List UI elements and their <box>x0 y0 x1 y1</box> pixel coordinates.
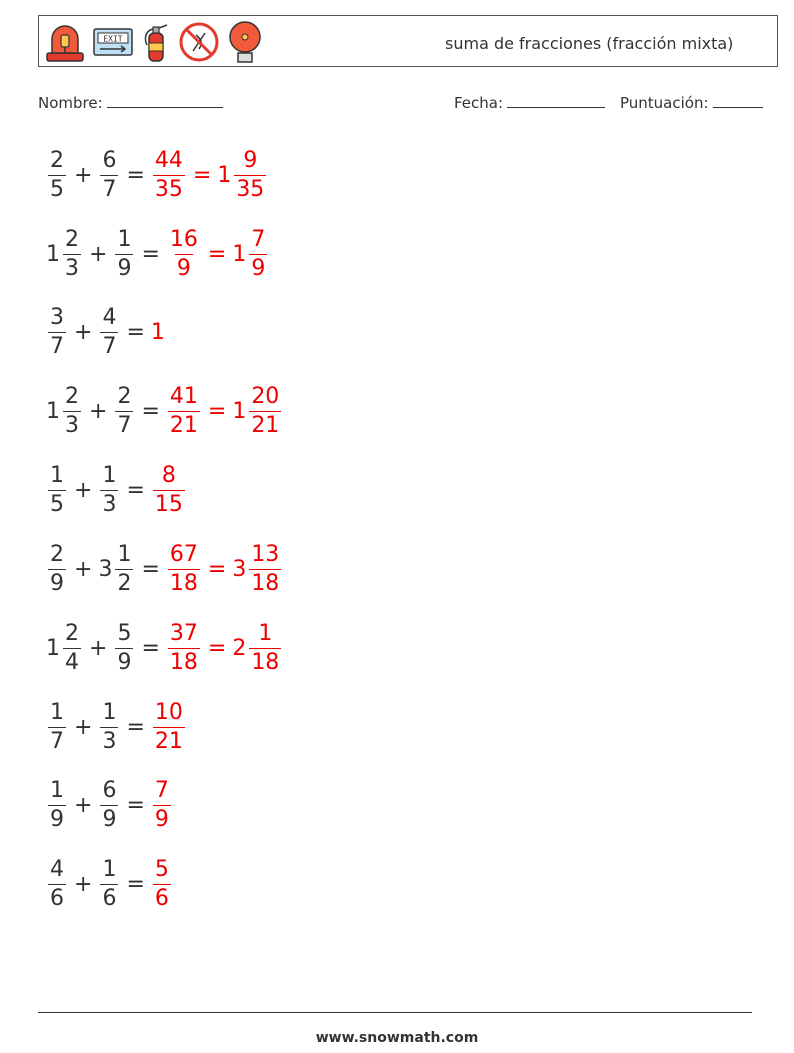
equals-sign: = <box>141 635 160 661</box>
operand-a-whole: 1 <box>46 241 60 267</box>
answer-improper-denominator: 18 <box>169 570 198 596</box>
operand-b-numerator: 1 <box>102 856 117 882</box>
operand-a <box>46 383 83 438</box>
equals-sign: = <box>126 477 145 503</box>
answer-mixed <box>232 620 283 675</box>
operand-b <box>98 147 120 202</box>
plus-sign: + <box>74 477 93 503</box>
score-label: Puntuación: <box>620 94 709 112</box>
operand-b <box>98 777 120 832</box>
answer-mixed-denominator: 21 <box>251 412 280 438</box>
operand-b <box>98 304 120 359</box>
plus-sign: + <box>74 871 93 897</box>
answer-improper <box>151 462 187 517</box>
operand-a-whole: 1 <box>46 635 60 661</box>
operand-b-whole: 3 <box>98 556 113 582</box>
no-fire-icon <box>177 21 221 63</box>
operand-b-denominator: 7 <box>102 176 117 202</box>
operand-a <box>46 541 68 596</box>
answer-improper-denominator: 15 <box>154 491 183 517</box>
answer-improper-fraction <box>168 226 200 281</box>
svg-text:EXIT: EXIT <box>103 34 123 44</box>
operand-a-numerator: 1 <box>50 777 64 803</box>
answer-mixed-whole: 2 <box>232 635 247 661</box>
problem-row <box>46 224 269 284</box>
siren-icon <box>43 21 87 63</box>
operand-a-denominator: 6 <box>50 885 64 911</box>
operand-a-denominator: 9 <box>50 806 64 832</box>
answer-mixed-denominator: 9 <box>251 255 266 281</box>
answer-improper-denominator: 9 <box>154 806 169 832</box>
operand-a <box>46 147 68 202</box>
answer-equals-sign: = <box>207 556 227 582</box>
operand-a <box>46 777 68 832</box>
header-box <box>38 15 778 67</box>
worksheet-title: suma de fracciones (fracción mixta) <box>445 34 734 53</box>
answer-improper-denominator: 21 <box>169 412 198 438</box>
answer-equals-sign: = <box>207 241 227 267</box>
operand-b-denominator: 9 <box>117 255 132 281</box>
answer-improper-denominator: 6 <box>154 885 169 911</box>
operand-b-fraction <box>100 147 118 202</box>
answer-improper-numerator: 10 <box>154 699 183 725</box>
answer-improper-fraction <box>153 856 171 911</box>
answer-mixed <box>232 226 269 281</box>
operand-b-denominator: 3 <box>102 728 117 754</box>
answer-improper <box>151 699 187 754</box>
answer-mixed-fraction <box>249 226 267 281</box>
answer-improper-numerator: 5 <box>154 856 169 882</box>
problem-row <box>46 381 283 441</box>
answer-whole: 1 <box>150 319 165 345</box>
date-label: Fecha: <box>454 94 504 112</box>
operand-a-numerator: 4 <box>50 856 64 882</box>
answer-improper-fraction <box>168 541 200 596</box>
answer-mixed-denominator: 18 <box>251 649 280 675</box>
equals-sign: = <box>126 792 145 818</box>
answer-mixed-whole: 3 <box>232 556 247 582</box>
answer-improper-fraction <box>168 620 200 675</box>
answer-improper-fraction <box>153 777 171 832</box>
equals-sign: = <box>126 871 145 897</box>
plus-sign: + <box>74 792 93 818</box>
operand-a-fraction <box>48 777 66 832</box>
operand-a-numerator: 1 <box>50 462 64 488</box>
answer-mixed-denominator: 18 <box>251 570 280 596</box>
answer-improper-numerator: 7 <box>154 777 169 803</box>
operand-a <box>46 226 83 281</box>
equals-sign: = <box>126 714 145 740</box>
answer-mixed-fraction <box>249 383 281 438</box>
operand-b-denominator: 9 <box>102 806 117 832</box>
answer-mixed <box>217 147 268 202</box>
operand-b-fraction <box>115 541 133 596</box>
answer-improper-numerator: 8 <box>161 462 176 488</box>
answer-improper-fraction <box>153 147 185 202</box>
operand-a-numerator: 2 <box>50 147 64 173</box>
operand-a-fraction <box>63 226 81 281</box>
footer-url: www.snowmath.com <box>315 1030 479 1046</box>
equals-sign: = <box>141 556 160 582</box>
answer-mixed <box>232 541 283 596</box>
answer-improper-denominator: 35 <box>154 176 183 202</box>
operand-a-denominator: 3 <box>65 255 79 281</box>
operand-b <box>98 699 120 754</box>
answer-mixed <box>232 383 283 438</box>
plus-sign: + <box>74 556 93 582</box>
problem-row <box>46 618 283 678</box>
plus-sign: + <box>74 162 93 188</box>
operand-b-numerator: 2 <box>117 383 132 409</box>
answer-improper <box>151 777 173 832</box>
operand-a <box>46 699 68 754</box>
operand-a-denominator: 5 <box>50 491 64 517</box>
answer-improper <box>166 226 202 281</box>
operand-a-numerator: 3 <box>50 304 64 330</box>
operand-b <box>98 856 120 911</box>
operand-a-numerator: 2 <box>65 620 79 646</box>
answer-mixed-numerator: 7 <box>251 226 266 252</box>
operand-a-fraction <box>48 699 66 754</box>
exit-sign-icon <box>91 21 135 63</box>
operand-b-fraction <box>100 462 118 517</box>
plus-sign: + <box>74 319 93 345</box>
name-label: Nombre: <box>38 94 103 112</box>
answer-mixed-whole: 1 <box>232 398 247 424</box>
operand-b-numerator: 4 <box>102 304 117 330</box>
operand-b <box>113 226 135 281</box>
operand-a-denominator: 9 <box>50 570 64 596</box>
operand-b <box>98 462 120 517</box>
answer-mixed-numerator: 1 <box>258 620 273 646</box>
answer-improper-fraction <box>153 462 185 517</box>
operand-b-denominator: 9 <box>117 649 132 675</box>
answer-improper-numerator: 37 <box>169 620 198 646</box>
answer-improper <box>166 620 202 675</box>
operand-a-fraction <box>48 147 66 202</box>
date-field[interactable] <box>454 93 605 112</box>
answer-mixed-fraction <box>249 620 281 675</box>
operand-b-numerator: 1 <box>102 699 117 725</box>
operand-b-fraction <box>100 304 118 359</box>
equals-sign: = <box>126 162 145 188</box>
operand-b-numerator: 6 <box>102 147 117 173</box>
answer-mixed-whole: 1 <box>217 162 232 188</box>
operand-a <box>46 620 83 675</box>
icon-strip <box>43 20 265 64</box>
answer-improper <box>166 541 202 596</box>
problem-row <box>46 145 268 205</box>
operand-b <box>98 541 135 596</box>
problem-row <box>46 854 173 914</box>
answer-improper-fraction <box>153 699 185 754</box>
operand-a-fraction <box>63 620 81 675</box>
operand-b-numerator: 6 <box>102 777 117 803</box>
operand-a-fraction <box>63 383 81 438</box>
operand-a-fraction <box>48 856 66 911</box>
operand-b-denominator: 3 <box>102 491 117 517</box>
operand-b-fraction <box>115 226 133 281</box>
fire-extinguisher-icon <box>139 21 173 63</box>
plus-sign: + <box>89 635 108 661</box>
operand-a-denominator: 5 <box>50 176 64 202</box>
operand-b <box>113 383 135 438</box>
plus-sign: + <box>74 714 93 740</box>
operand-a <box>46 856 68 911</box>
answer-improper <box>151 147 187 202</box>
footer-divider <box>38 1012 752 1013</box>
operand-b <box>113 620 135 675</box>
operand-a-numerator: 1 <box>50 699 64 725</box>
operand-a <box>46 462 68 517</box>
answer-improper-denominator: 9 <box>176 255 191 281</box>
operand-b-numerator: 1 <box>102 462 117 488</box>
operand-a-fraction <box>48 304 66 359</box>
answer-improper <box>166 383 202 438</box>
operand-a-denominator: 4 <box>65 649 79 675</box>
problem-row <box>46 697 187 757</box>
answer-improper-numerator: 67 <box>169 541 198 567</box>
operand-b-fraction <box>100 856 118 911</box>
operand-b-numerator: 1 <box>117 226 132 252</box>
operand-a-denominator: 7 <box>50 728 64 754</box>
operand-b-fraction <box>115 383 133 438</box>
answer-equals-sign: = <box>192 162 212 188</box>
operand-b-numerator: 1 <box>117 541 132 567</box>
operand-b-numerator: 5 <box>117 620 132 646</box>
equals-sign: = <box>141 398 160 424</box>
answer-improper-numerator: 16 <box>169 226 198 252</box>
problem-row <box>46 460 187 520</box>
operand-a-numerator: 2 <box>50 541 64 567</box>
operand-a-fraction <box>48 462 66 517</box>
alarm-bell-icon <box>225 20 265 64</box>
problem-row <box>46 775 173 835</box>
operand-a <box>46 304 68 359</box>
operand-a-numerator: 2 <box>65 226 79 252</box>
answer-improper-denominator: 18 <box>169 649 198 675</box>
answer-mixed-numerator: 13 <box>251 541 280 567</box>
answer-improper <box>151 856 173 911</box>
problem-row <box>46 302 165 362</box>
answer-improper-denominator: 21 <box>154 728 183 754</box>
answer-mixed-fraction <box>249 541 281 596</box>
answer-improper-numerator: 41 <box>169 383 198 409</box>
answer-mixed-numerator: 20 <box>251 383 280 409</box>
equals-sign: = <box>141 241 160 267</box>
operand-b-fraction <box>100 777 118 832</box>
answer-improper-fraction <box>168 383 200 438</box>
answer-mixed-whole: 1 <box>232 241 247 267</box>
answer-mixed-numerator: 9 <box>243 147 258 173</box>
operand-a-numerator: 2 <box>65 383 79 409</box>
equals-sign: = <box>126 319 145 345</box>
name-field[interactable] <box>38 93 223 112</box>
answer-mixed-fraction <box>234 147 266 202</box>
operand-a-fraction <box>48 541 66 596</box>
operand-a-denominator: 3 <box>65 412 79 438</box>
plus-sign: + <box>89 241 108 267</box>
operand-b-denominator: 2 <box>117 570 132 596</box>
operand-b-fraction <box>100 699 118 754</box>
answer-equals-sign: = <box>207 398 227 424</box>
answer-equals-sign: = <box>207 635 227 661</box>
score-blank[interactable] <box>713 93 763 108</box>
operand-b-denominator: 6 <box>102 885 117 911</box>
score-field[interactable] <box>620 93 763 112</box>
date-blank[interactable] <box>507 93 605 108</box>
operand-b-denominator: 7 <box>102 333 117 359</box>
operand-a-denominator: 7 <box>50 333 64 359</box>
operand-b-fraction <box>115 620 133 675</box>
plus-sign: + <box>89 398 108 424</box>
answer-improper-numerator: 44 <box>154 147 183 173</box>
operand-a-whole: 1 <box>46 398 60 424</box>
operand-b-denominator: 7 <box>117 412 132 438</box>
name-blank[interactable] <box>107 93 223 108</box>
problem-row <box>46 539 283 599</box>
answer-mixed-denominator: 35 <box>236 176 265 202</box>
